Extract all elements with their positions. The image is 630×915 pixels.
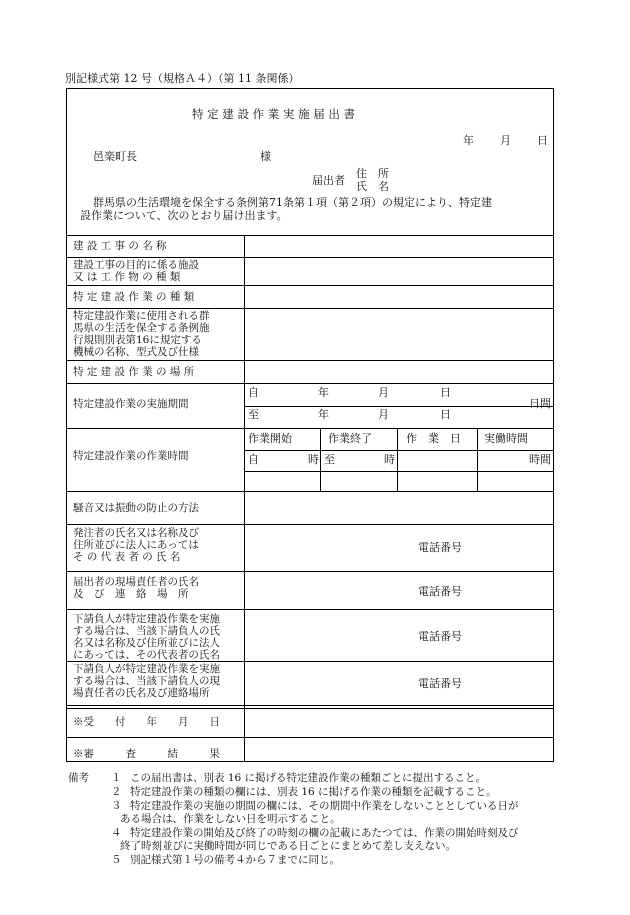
column-divider	[477, 428, 478, 491]
intro-text: 群馬県の生活環境を保全する条例第71条第１項（第２項）の規定により、特定建	[93, 196, 492, 209]
row-label: 機械の名称、型式及び仕様	[73, 346, 199, 358]
row-label: 行規則別表第16に規定する	[73, 334, 202, 346]
row-label: 又 は 工 作 物 の 種 類	[73, 271, 181, 283]
row-label: 下請負人が特定建設作業を実施	[73, 613, 220, 625]
row-label: 特 定 建 設 作 業 の 種 類	[73, 291, 195, 303]
date-year: 年	[463, 134, 474, 147]
phone-label: 電話番号	[418, 677, 462, 690]
date-day: 日	[537, 134, 548, 147]
row-label: 特 定 建 設 作 業 の 場 所	[73, 366, 195, 378]
time-hour: 時	[384, 453, 395, 466]
period-day: 日	[440, 386, 451, 399]
phone-label: 電話番号	[418, 630, 462, 643]
row-label: 場責任者の氏名及び連絡場所	[73, 687, 210, 699]
divider	[67, 308, 553, 309]
work-day-header: 作 業 日	[406, 432, 461, 445]
date-month: 月	[500, 134, 511, 147]
divider	[67, 571, 553, 572]
intro-text: 設作業について、次のとおり届け出ます。	[80, 209, 288, 222]
row-label: 馬県の生活を保全する条例施	[73, 322, 210, 334]
time-to: 至	[324, 453, 335, 466]
divider	[67, 383, 553, 384]
row-label: ※受 付 年 月 日	[73, 716, 220, 728]
divider	[244, 450, 553, 451]
period-year: 年	[318, 386, 329, 399]
time-hours: 時間	[529, 453, 551, 466]
row-label: 特定建設作業の作業時間	[73, 450, 189, 462]
work-start-header: 作業開始	[248, 432, 292, 445]
divider	[244, 406, 553, 407]
note-text: 特定建設作業の種類の欄には、別表 16 に掲げる作業の種類を記載すること。	[130, 786, 497, 798]
divider	[67, 609, 553, 610]
column-divider	[320, 428, 321, 491]
time-hour: 時	[308, 453, 319, 466]
row-label: する場合は、当該下請負人の氏	[73, 625, 220, 637]
period-month: 月	[378, 386, 389, 399]
note-text: 特定建設作業の実施の期間の欄には、その期間中作業をしないこととしている日が	[130, 800, 519, 812]
row-label: そ の 代 表 者 の 氏 名	[73, 551, 181, 563]
period-month: 月	[378, 408, 389, 421]
row-label: する場合は、当該下請負人の現	[73, 675, 220, 687]
address-label: 住 所	[356, 167, 389, 180]
period-to: 至	[248, 408, 259, 421]
divider	[67, 491, 553, 492]
divider	[67, 428, 553, 429]
notifier-label: 届出者	[312, 174, 345, 187]
note-text: 特定建設作業の開始及び終了の時刻の欄の記載にあたつては、作業の開始時刻及び	[130, 827, 519, 839]
divider	[67, 360, 553, 361]
note-text: この届出書は、別表 16 に掲げる特定建設作業の種類ごとに提出すること。	[130, 772, 487, 784]
divider	[67, 737, 553, 738]
row-label: にあっては、その代表者の氏名	[73, 649, 220, 661]
divider	[67, 524, 553, 525]
divider	[67, 257, 553, 258]
divider	[244, 471, 553, 472]
divider	[67, 708, 553, 709]
note-text: 終了時刻並びに実働時間が同じである日ごとにまとめて差し支えない。	[120, 840, 456, 852]
note-number: ２	[111, 786, 122, 798]
row-label: 及 び 連 絡 場 所	[73, 588, 189, 600]
note-number: ３	[111, 800, 122, 812]
phone-label: 電話番号	[418, 585, 462, 598]
notes-label: 備考	[68, 772, 89, 784]
period-day: 日	[440, 408, 451, 421]
row-label: 届出者の現場責任者の氏名	[73, 576, 199, 588]
honorific: 様	[260, 150, 271, 163]
row-label: 下請負人が特定建設作業を実施	[73, 663, 220, 675]
note-text: ある場合は、作業をしない日を明示すること。	[120, 813, 341, 825]
phone-label: 電話番号	[418, 541, 462, 554]
actual-hours-header: 実働時間	[484, 432, 528, 445]
column-divider	[397, 428, 398, 491]
time-from: 自	[248, 453, 259, 466]
name-label: 氏 名	[356, 180, 389, 193]
label-column-divider	[244, 235, 245, 761]
row-label: 建設工事の目的に係る施設	[73, 259, 199, 271]
row-label: 騒音又は振動の防止の方法	[73, 502, 199, 514]
row-label: 建 設 工 事 の 名 称	[73, 240, 167, 252]
divider	[67, 235, 553, 236]
addressee: 邑楽町長	[93, 150, 137, 163]
work-end-header: 作業終了	[328, 432, 372, 445]
divider	[67, 661, 553, 662]
period-days: 日間	[529, 397, 551, 410]
divider	[67, 705, 553, 706]
row-label: 名又は名称及び住所並びに法人	[73, 637, 220, 649]
form-number-header: 別記様式第 12 号（規格Ａ４）（第 11 条関係）	[65, 72, 300, 85]
note-text: 別記様式第１号の備考４から７までに同じ。	[130, 854, 340, 866]
row-label: 発注者の氏名又は名称及び	[73, 527, 199, 539]
row-label: ※審 査 結 果	[73, 748, 220, 760]
period-from: 自	[248, 386, 259, 399]
note-number: ５	[111, 854, 122, 866]
row-label: 住所並びに法人にあっては	[73, 539, 199, 551]
row-label: 特定建設作業に使用される群	[73, 310, 210, 322]
note-number: １	[111, 772, 122, 784]
divider	[67, 285, 553, 286]
form-title: 特 定 建 設 作 業 実 施 届 出 書	[192, 107, 356, 121]
row-label: 特定建設作業の実施期間	[73, 398, 189, 410]
note-number: ４	[111, 827, 122, 839]
period-year: 年	[318, 408, 329, 421]
